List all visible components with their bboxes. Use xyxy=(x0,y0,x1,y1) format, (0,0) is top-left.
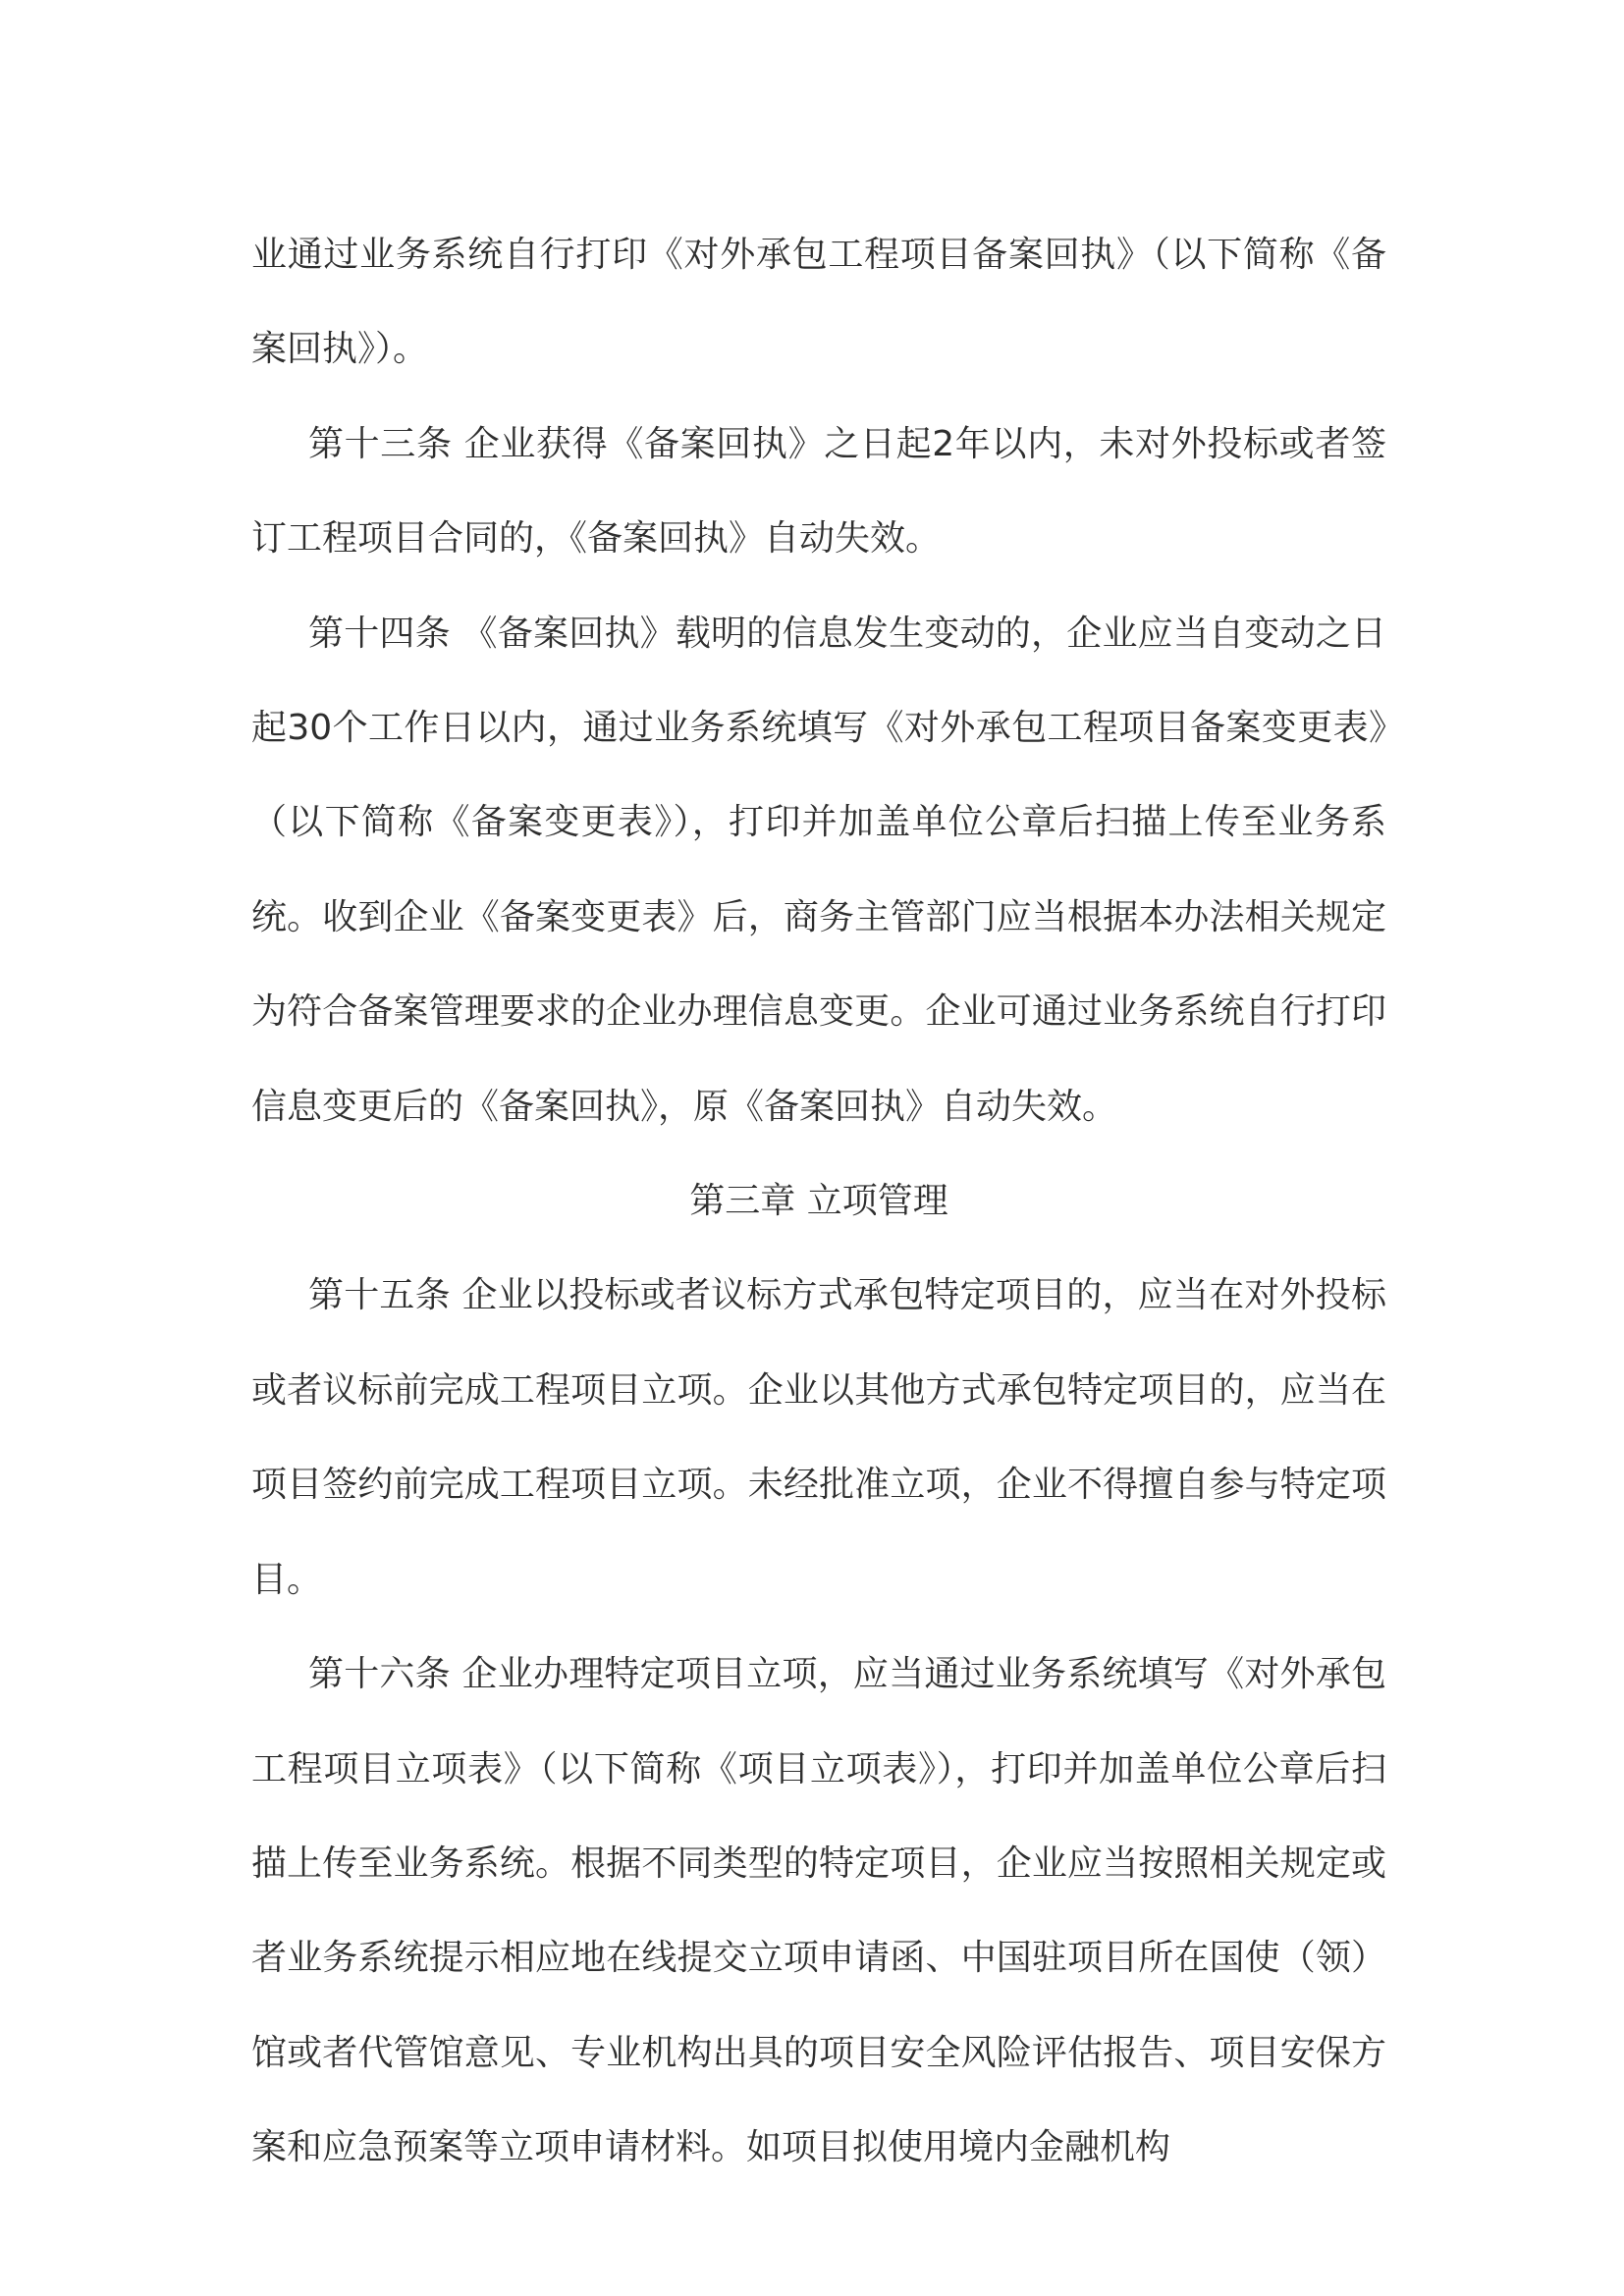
article-16-paragraph: 第十六条 企业办理特定项目立项，应当通过业务系统填写《对外承包工程项目立项表》（以下简称《项目立项表》），打印并加盖单位公章后扫描上传至业务系统。根据不同类型的特定项目，企业应当按照相关规定或者业务系统提示相应地在线提交立项申请函、中国驻项目所在国使（领）馆或者代管馆意见、专业机构出具的项目安全风险评估报告、项目安保方案和应急预案等立项申请材料。如项目拟使用境内金融机构 xyxy=(251,1654,1386,2168)
continuation-paragraph: 业通过业务系统自行打印《对外承包工程项目备案回执》（以下简称《备案回执》）。 xyxy=(251,235,1386,370)
chapter-heading: 第三章 立项管理 xyxy=(689,1181,948,1222)
article-14-paragraph: 第十四条 《备案回执》载明的信息发生变动的，企业应当自变动之日起30个工作日以内，通过业务系统填写《对外承包工程项目备案变更表》（以下简称《备案变更表》），打印并加盖单位公章后扫描上传至业务系统。收到企业《备案变更表》后，商务主管部门应当根据本办法相关规定为符合备案管理要求的企业办理信息变更。企业可通过业务系统自行打印信息变更后的《备案回执》，原《备案回执》自动失效。 xyxy=(251,613,1386,1127)
article-15-paragraph: 第十五条 企业以投标或者议标方式承包特定项目的，应当在对外投标或者议标前完成工程项目立项。企业以其他方式承包特定项目的，应当在项目签约前完成工程项目立项。未经批准立项，企业不得擅自参与特定项目。 xyxy=(251,1275,1386,1600)
article-13-paragraph: 第十三条 企业获得《备案回执》之日起2年以内，未对外投标或者签订工程项目合同的，《备案回执》自动失效。 xyxy=(251,423,1386,560)
document-body xyxy=(251,208,1386,2196)
